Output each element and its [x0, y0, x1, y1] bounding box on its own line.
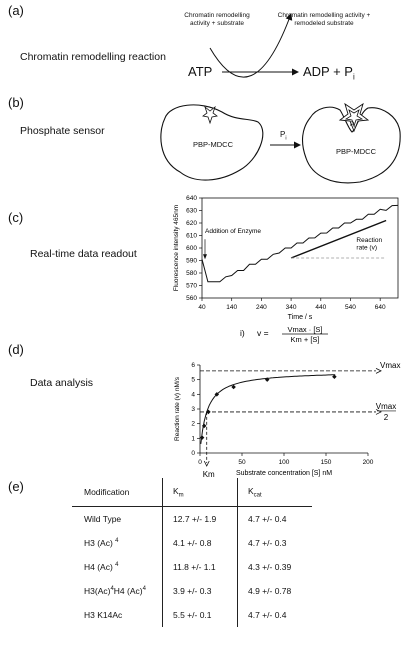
panel-a-label: (a) [8, 3, 24, 18]
km-label: Km [202, 470, 215, 479]
x-tick-label: 100 [278, 459, 290, 466]
sensor-label-left: PBP-MDCC [193, 140, 234, 149]
x-tick-label: 0 [198, 459, 202, 466]
x-tick-label: 50 [238, 459, 246, 466]
row-km: 12.7 +/- 1.9 [163, 507, 238, 532]
y-tick-label: 580 [186, 270, 197, 277]
row-kcat: 4.9 +/- 0.78 [238, 579, 313, 603]
x-tick-label: 240 [255, 304, 267, 311]
panel-b-label: (b) [8, 95, 24, 110]
kinetics-table [72, 478, 312, 627]
x-axis-label: Substrate concentration [S] nM [235, 470, 333, 477]
x-axis-label: Time / s [287, 314, 313, 321]
x-tick-label: 40 [198, 304, 206, 311]
y-tick-label: 6 [191, 362, 195, 369]
pi-arrow-sub: i [285, 135, 287, 142]
panel-d-label: (d) [8, 342, 24, 357]
header-kcat: $K_{cat}$ [238, 478, 313, 507]
table-header-row [72, 478, 312, 507]
row-modification: $H3(Ac)^4H4$ $(Ac)^4$ [84, 586, 146, 596]
enzyme-product-label: Chromatin remodelling activity + remodeled substrate [277, 12, 371, 27]
y-tick-label: 630 [186, 207, 197, 215]
panel-c-title: Real-time data readout [30, 248, 137, 260]
km-arrow-head [204, 461, 209, 466]
adp-pi-main: ADP + P [303, 64, 353, 79]
row-kcat: 4.7 +/- 0.4 [238, 507, 313, 532]
x-tick-label: 140 [226, 304, 238, 311]
annotation-rate-1: Reaction [356, 236, 383, 244]
y-tick-label: 2 [191, 420, 195, 428]
phosphate-sensor-diagram [0, 0, 405, 190]
equation-lhs: v = [257, 328, 269, 338]
half-vmax-denominator: 2 [383, 412, 389, 422]
row-modification: H3 K14Ac [84, 610, 123, 620]
panel-e-label: (e) [8, 479, 24, 494]
y-tick-label: 640 [186, 195, 197, 202]
y-tick-label: 570 [186, 282, 197, 290]
y-tick-label: 600 [186, 245, 197, 252]
enzyme-substrate-label: Chromatin remodelling activity + substrate [184, 12, 250, 27]
panel-b-title: Phosphate sensor [20, 125, 105, 137]
y-tick-label: 1 [191, 435, 195, 443]
fluorescence-chart [170, 190, 405, 325]
row-kcat: 4.7 +/- 0.4 [238, 603, 313, 627]
x-tick-label: 150 [320, 459, 332, 466]
row-km: 11.8 +/- 1.1 [163, 555, 238, 579]
pi-arrow-main: P [280, 130, 286, 139]
half-vmax-numerator: Vmax [375, 401, 397, 411]
table-row [72, 603, 312, 627]
header-modification: Modification [72, 478, 163, 507]
bound-pi-sub: i [354, 124, 356, 130]
row-km: 5.5 +/- 0.1 [163, 603, 238, 627]
table-row [72, 579, 312, 603]
y-tick-label: 560 [186, 295, 197, 302]
x-tick-label: 640 [374, 304, 386, 311]
x-tick-label: 340 [285, 304, 297, 311]
annotation-enzyme: Addition of Enzyme [205, 228, 262, 235]
fit-curve [201, 375, 335, 444]
y-tick-label: 5 [191, 376, 195, 384]
row-modification: H3 (Ac) $^4$ [84, 538, 119, 548]
atp-label: ATP [188, 64, 213, 79]
vmax-label: Vmax [380, 360, 401, 370]
x-tick-label: 540 [345, 304, 356, 311]
row-modification: H4 (Ac) $^4$ [84, 562, 119, 572]
equation-prefix: i) [240, 328, 245, 338]
y-axis-label: Fluorescence intensity 465nm [173, 204, 180, 292]
panel-a-title: Chromatin remodelling reaction [20, 51, 166, 63]
header-km: $K_m$ [163, 478, 238, 507]
row-kcat: 4.7 +/- 0.3 [238, 531, 313, 555]
sensor-label-right: PBP-MDCC [336, 147, 377, 156]
y-tick-label: 3 [191, 406, 195, 413]
y-tick-label: 0 [191, 450, 195, 457]
data-point [200, 435, 205, 440]
y-tick-label: 620 [186, 220, 197, 227]
row-modification: Wild Type [84, 514, 122, 524]
y-tick-label: 610 [186, 232, 197, 240]
enzyme-arrow-head [203, 254, 207, 259]
row-km: 4.1 +/- 0.8 [163, 531, 238, 555]
row-kcat: 4.3 +/- 0.39 [238, 555, 313, 579]
equation-numerator: Vmax · [S] [287, 325, 323, 334]
bound-pi-label [350, 121, 355, 129]
y-tick-label: 4 [191, 391, 195, 399]
annotation-rate-2: rate (v) [356, 244, 378, 252]
table-row [72, 555, 312, 579]
panel-d-title: Data analysis [30, 377, 94, 389]
adp-pi-sub: i [352, 72, 355, 82]
panel-c-label: (c) [8, 210, 24, 225]
bound-pi-main: P [350, 121, 355, 128]
y-axis-label: Reaction rate (v) nM/s [174, 377, 181, 441]
equation-denominator: Km + [S] [290, 335, 320, 344]
x-tick-label: 200 [362, 459, 374, 466]
y-tick-label: 590 [186, 257, 197, 265]
table-row [72, 507, 312, 532]
x-tick-label: 440 [315, 304, 327, 311]
michaelis-menten-chart [170, 325, 405, 480]
row-km: 3.9 +/- 0.3 [163, 579, 238, 603]
pi-arrow-label [280, 130, 287, 142]
table-row [72, 531, 312, 555]
